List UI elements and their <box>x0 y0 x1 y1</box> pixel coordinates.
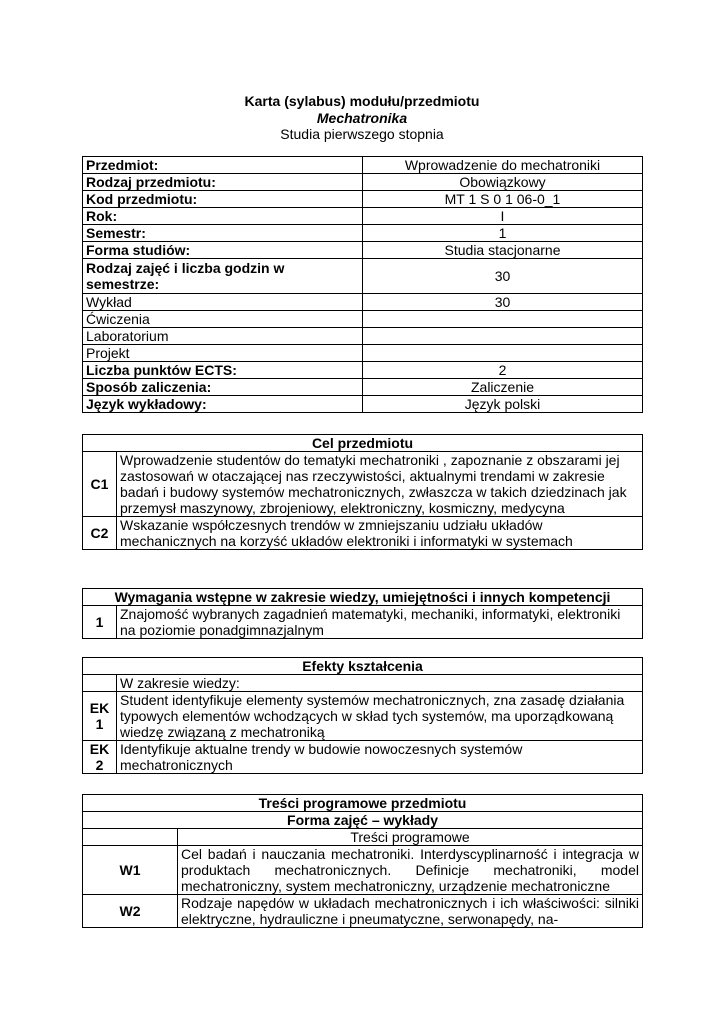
table-row <box>83 157 643 174</box>
info-label: Rok: <box>83 208 363 225</box>
row-text: Identyfikuje aktualne trendy w budowie nowoczesnych systemów mechatronicznych <box>117 741 643 774</box>
table-row <box>83 589 643 606</box>
info-value: 30 <box>363 294 643 311</box>
table-row <box>83 396 643 413</box>
row-code: EK 2 <box>83 741 117 774</box>
row-code: 1 <box>83 606 117 639</box>
info-label: Język wykładowy: <box>83 396 363 413</box>
info-label: Semestr: <box>83 225 363 242</box>
study-level: Studia pierwszego stopnia <box>280 126 444 142</box>
info-value: Obowiązkowy <box>363 174 643 191</box>
info-label: Liczba punktów ECTS: <box>83 362 363 379</box>
table-row <box>83 311 643 328</box>
info-label: Kod przedmiotu: <box>83 191 363 208</box>
table-row <box>83 191 643 208</box>
table-row <box>83 452 643 517</box>
table-row <box>83 362 643 379</box>
table-row <box>83 379 643 396</box>
learning-outcomes-table <box>82 657 643 774</box>
table-row <box>83 435 643 452</box>
table-row <box>83 174 643 191</box>
info-label: Sposób zaliczenia: <box>83 379 363 396</box>
info-value <box>363 311 643 328</box>
row-code: C1 <box>83 452 117 517</box>
table-row <box>83 895 643 928</box>
row-text: Znajomość wybranych zagadnień matematyki, mechaniki, informatyki, elektroniki na poziomie ponadgimnazjalnym <box>117 606 643 639</box>
row-text: Wprowadzenie studentów do tematyki mechatroniki , zapoznanie z obszarami jej zastosowań w otaczającej nas rzeczywistości, aktualnymi trendami w zakresie badań i budowy systemów mechatronicznych, zwłaszcza w takich dziedzinach jak przemysł maszynowy, zbrojeniowy, elektroniczny, kosmiczny, medycyna <box>117 452 643 517</box>
info-value <box>363 328 643 345</box>
course-info-table <box>82 156 643 413</box>
info-label: Rodzaj zajęć i liczba godzin w semestrze: <box>83 259 363 294</box>
table-row <box>83 675 643 692</box>
table-row <box>83 606 643 639</box>
info-value: MT 1 S 0 1 06-0_1 <box>363 191 643 208</box>
info-label: Laboratorium <box>83 328 363 345</box>
table-row <box>83 846 643 895</box>
prerequisites-table <box>82 588 643 639</box>
info-label: Rodzaj przedmiotu: <box>83 174 363 191</box>
row-text: Wskazanie współczesnych trendów w zmniejszaniu udziału układów mechanicznych na korzyść układów elektroniki i informatyki w systemach <box>117 517 643 550</box>
table-row <box>83 345 643 362</box>
table-row <box>83 208 643 225</box>
row-code: W2 <box>83 895 178 928</box>
table-row <box>83 692 643 741</box>
table-row <box>83 328 643 345</box>
info-value: Zaliczenie <box>363 379 643 396</box>
info-value: Język polski <box>363 396 643 413</box>
info-value: 30 <box>363 259 643 294</box>
info-label: Projekt <box>83 345 363 362</box>
section-heading: Treści programowe przedmiotu <box>83 795 643 812</box>
info-label: Wykład <box>83 294 363 311</box>
info-label: Ćwiczenia <box>83 311 363 328</box>
table-row <box>83 812 643 829</box>
table-row <box>83 242 643 259</box>
form-heading: Forma zajęć – wykłady <box>83 812 643 829</box>
table-row <box>83 225 643 242</box>
row-code: W1 <box>83 846 178 895</box>
table-row <box>83 294 643 311</box>
info-label: Forma studiów: <box>83 242 363 259</box>
table-row <box>83 517 643 550</box>
row-text: Rodzaje napędów w układach mechatronicznych i ich właściwości: silniki elektryczne, hydrauliczne i pneumatyczne, serwonapędy, na- <box>178 895 643 928</box>
table-row <box>83 741 643 774</box>
table-row <box>83 829 643 846</box>
row-text: Student identyfikuje elementy systemów mechatronicznych, zna zasadę działania typowych elementów wchodzących w skład tych systemów, ma uporządkowaną wiedzę związaną z mechatroniką <box>117 692 643 741</box>
info-value: 2 <box>363 362 643 379</box>
section-heading: Efekty kształcenia <box>83 658 643 675</box>
column-header: Treści programowe <box>178 829 643 846</box>
info-value: Studia stacjonarne <box>363 242 643 259</box>
row-text: Cel badań i nauczania mechatroniki. Interdyscyplinarność i integracja w produktach mechatronicznych. Definicje mechatroniki, model mechatroniczny, system mechatroniczny, urządzenie mechatroniczne <box>178 846 643 895</box>
row-code: C2 <box>83 517 117 550</box>
table-row <box>83 795 643 812</box>
subject-name: Mechatronika <box>316 110 408 126</box>
table-row <box>83 259 643 294</box>
info-label: Przedmiot: <box>83 157 363 174</box>
info-value <box>363 345 643 362</box>
info-value: 1 <box>363 225 643 242</box>
section-heading: Wymagania wstępne w zakresie wiedzy, umiejętności i innych kompetencji <box>83 589 643 606</box>
info-value: I <box>363 208 643 225</box>
course-objectives-table <box>82 434 643 550</box>
subheading: W zakresie wiedzy: <box>117 675 643 692</box>
info-value: Wprowadzenie do mechatroniki <box>363 157 643 174</box>
document-title: Karta (sylabus) modułu/przedmiotu <box>244 93 480 109</box>
table-row <box>83 658 643 675</box>
program-content-table <box>82 794 643 928</box>
section-heading: Cel przedmiotu <box>83 435 643 452</box>
row-code: EK 1 <box>83 692 117 741</box>
